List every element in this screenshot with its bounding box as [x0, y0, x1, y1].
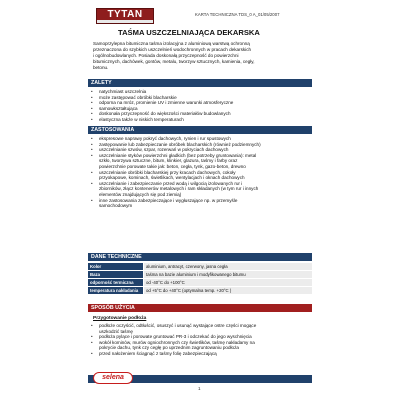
list-item-text: szkło, tworzywa sztuczne, bitum, klinkier, glazura, taśmy i farby oraz [99, 158, 238, 164]
bullet-icon: • [91, 105, 93, 111]
applications-list [91, 136, 311, 209]
table-row [88, 287, 312, 295]
intro-line: przeznaczona do szybkich uszczelnień wodochronnych w pracach dekarskich [93, 47, 252, 53]
table-value: od +5°C do +40°C (optymalna temp. +20°C ) [144, 287, 313, 295]
bullet-icon: • [91, 116, 93, 122]
intro-line: betonu. [93, 65, 109, 71]
list-item-text: może zastępować obróbki blacharskie [99, 94, 177, 100]
intro-line: i ogólnobudowlanych. Posiada doskonałą przyczepność do powierzchni [93, 53, 239, 59]
usage-list [91, 323, 311, 357]
technical-data-table [88, 263, 312, 295]
list-item [91, 117, 311, 123]
bullet-icon: • [91, 100, 93, 106]
table-value: aluminium, antracyt, czerwony, jasna cegła [144, 263, 313, 271]
table-row [88, 263, 312, 271]
table-value: taśma na bazie aluminium i modyfikowanego bitumu [144, 271, 313, 279]
list-item-text: podłoża pylące i porowate gruntować PR-3 i odczekać do jego wyschnięcia [99, 334, 252, 340]
list-item-text: samowkształtująca [99, 105, 138, 111]
tytan-logo [96, 8, 154, 24]
list-item [91, 198, 311, 209]
list-item-text: odporna na mróz, promienie UV i zmienne warunki atmosferyczne [99, 100, 234, 106]
list-item-text: powierzchnie porowate takie jak: beton, cegła, tynk, gazo-beton, drewno [99, 163, 246, 169]
section-header-usage: SPOSÓB UŻYCIA [88, 304, 312, 312]
list-item [91, 351, 311, 357]
list-item-text: przed nałożeniem ściągnąć z taśmy folię zabezpieczającą [99, 350, 217, 356]
list-item-text: doskonała przyczepność do większości materiałów budowlanych [99, 111, 231, 117]
list-item-text: natychmiast uszczelnia [99, 89, 147, 94]
table-key: odporność termiczna [88, 279, 144, 287]
bullet-icon: • [91, 339, 93, 345]
bullet-icon: • [91, 141, 93, 147]
bullet-icon: • [91, 94, 93, 100]
section-header-technical: DANE TECHNICZNE [88, 253, 312, 261]
bullet-icon: • [91, 147, 93, 153]
logo-text: TYTAN [107, 9, 143, 20]
document-title: TAŚMA USZCZELNIAJĄCA DEKARSKA [118, 28, 260, 37]
list-item-text: uszczelnianie styków powierzchni gładkich (bez potrzeby gruntowania): metal [99, 152, 257, 158]
bullet-icon: • [91, 180, 93, 186]
page-number: 1 [198, 386, 201, 391]
list-item-text: wokół kominów, murów ogniochronnych czy świetlików, taśmę nakładamy na [99, 339, 255, 345]
bullet-icon: • [91, 323, 93, 328]
bullet-icon: • [91, 111, 93, 117]
table-key: temperatura nakładania [88, 287, 144, 295]
logo-underline [97, 20, 153, 23]
bullet-icon: • [91, 152, 93, 158]
list-item-text: elastyczna także w niskich temperaturach [99, 116, 184, 122]
selena-logo: selena [93, 372, 133, 384]
bullet-icon: • [91, 169, 93, 175]
list-item-text: samochodowym [99, 203, 133, 209]
list-item-text: uszczelnianie i zabezpieczanie przed wodą i wilgocią izolowanych rur i [99, 180, 243, 186]
list-item-text: zbiorników, złącz kontenerów metalowych i ram składanych (w tym rur i innych [99, 186, 259, 192]
table-row [88, 279, 312, 287]
bullet-icon: • [91, 334, 93, 340]
list-item [91, 153, 311, 170]
intro-paragraph [93, 41, 307, 71]
intro-line: Samoprzylepna bitumiczna taśma izolacyjna z aluminiową warstwą ochronną [93, 41, 250, 46]
list-item-text: uszkodzić taśmę [99, 328, 133, 334]
bullet-icon: • [91, 350, 93, 356]
bullet-icon: • [91, 136, 93, 141]
list-item-text: podłoże oczyścić, odtłuścić, osuszyć i usunąć wystające ostre części mogące [99, 323, 257, 328]
list-item-text: pokrycie dachu, tynk czy cegłę po uprzednim zagruntowaniu podłoża [99, 345, 239, 351]
bullet-icon: • [91, 89, 93, 94]
list-item-text: ekspresowe naprawy pokryć dachowych, rynien i rur spustowych [99, 136, 231, 141]
advantages-list [91, 89, 311, 123]
list-item [91, 181, 311, 198]
list-item [91, 340, 311, 351]
list-item-text: elementów znajdujących się pod ziemią) [99, 191, 182, 197]
list-item-text: zastępowanie lub zabezpieczanie obróbek blacharskich (również podziemnych) [99, 141, 261, 147]
list-item [91, 323, 311, 334]
list-item [91, 170, 311, 181]
list-item-text: przyokapowe, kominach, świetlikach, wentylacjach i oknach dachowych [99, 175, 245, 181]
footer-brand-bar [88, 375, 312, 383]
table-row [88, 271, 312, 279]
section-header-applications: ZASTOSOWANIA [88, 126, 312, 134]
list-item-text: uszczelnianie obróbki blacharskiej przy kracach dachowych, cokoły [99, 169, 236, 175]
table-value: od -40°C do +100°C [144, 279, 313, 287]
usage-subtitle: Przygotowanie podłoża [93, 316, 147, 321]
bullet-icon: • [91, 197, 93, 203]
list-item-text: inne zastosowania zabezpieczające i wygłuszające np. w przemyśle [99, 197, 238, 203]
table-key: Kolor [88, 263, 144, 271]
list-item-text: uszczelnianie szwów, szpar, rozerwań w pokryciach dachowych [99, 147, 229, 153]
intro-line: bitumicznych, dachówek, gontów, metalu, tworzyw sztucznych, kamienia, cegły, [93, 59, 255, 65]
card-id: KARTA TECHNICZNA TDS_0 A_01/05/2007 [195, 12, 280, 17]
table-key: Baza [88, 271, 144, 279]
section-header-advantages: ZALETY [88, 79, 312, 87]
